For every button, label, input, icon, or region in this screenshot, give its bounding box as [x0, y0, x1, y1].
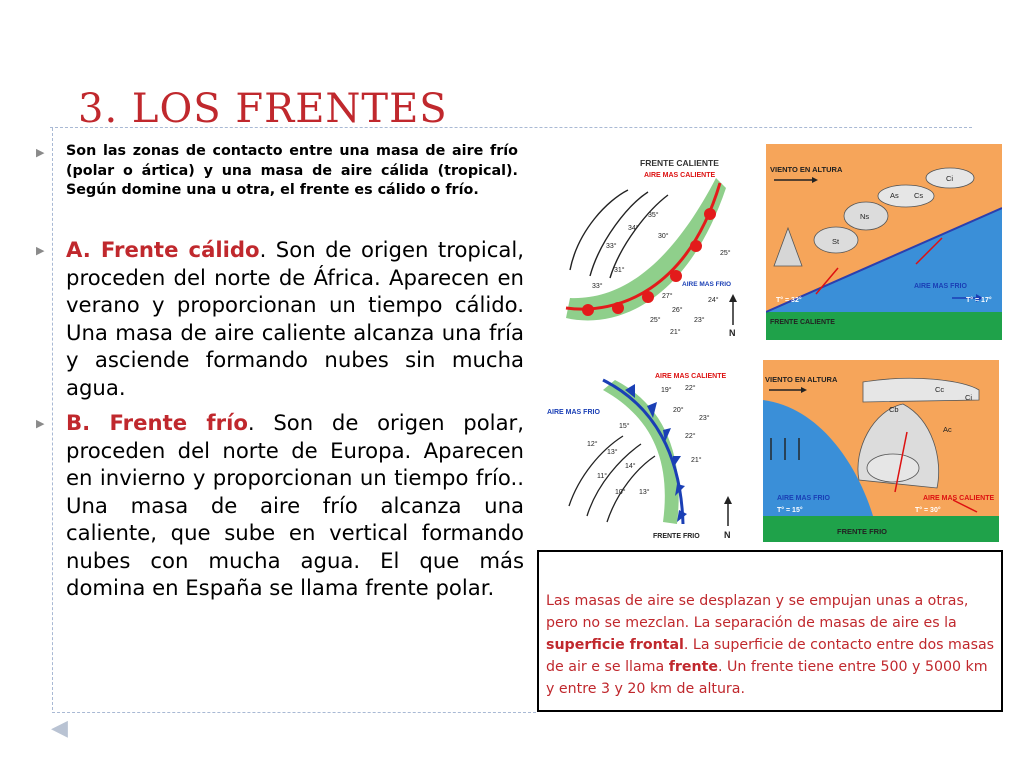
temp-label: 27°: [662, 293, 673, 300]
cold-front-section: [763, 360, 999, 542]
cloud-label: St: [832, 237, 840, 246]
cold-section-temp-right: T° = 30°: [915, 507, 941, 514]
bullet-arrow-icon: ▶: [36, 244, 45, 257]
cold-front-map: [545, 366, 757, 542]
warm-front-semicircle: [704, 208, 716, 220]
bullet-cold-front: [66, 409, 524, 602]
temp-label: 13°: [639, 489, 650, 496]
temp-label: 25°: [720, 250, 731, 257]
warm-section-wind-label: VIENTO EN ALTURA: [770, 165, 843, 174]
temp-label: 25°: [650, 317, 661, 324]
cold-map-front-label: FRENTE FRIO: [653, 533, 700, 540]
cloud: [878, 185, 934, 207]
title-divider: [50, 127, 972, 128]
cloud: [867, 454, 919, 482]
warm-front-section: [766, 144, 1002, 340]
warm-map-cold-label: AIRE MAS FRIO: [682, 281, 732, 288]
temp-label: 23°: [699, 415, 710, 422]
north-label: N: [729, 328, 736, 338]
warm-section-temp-left: T° = 32°: [776, 297, 802, 304]
bullet-arrow-icon: ▶: [36, 146, 45, 159]
bullet-definition: Son las zonas de contacto entre una masa de aire frío (polar o ártica) y una masa de aire cálida (tropical). Según domine una u otra, el frente es cálido o frío.: [66, 143, 518, 198]
warm-front-text: . Son de origen tropical, proceden del norte de África. Aparecen en verano y proporcionan un tiempo cálido. Una masa de aire caliente alcanza una fría y asciende formando nubes sin mucha agua.: [66, 237, 525, 400]
temp-label: 24°: [708, 297, 719, 304]
temp-label: 15°: [619, 423, 630, 430]
cold-map-warm-label: AIRE MAS CALIENTE: [655, 373, 727, 380]
temp-label: 33°: [606, 243, 617, 250]
temp-label: 33°: [592, 283, 603, 290]
temp-label: 12°: [587, 441, 598, 448]
temp-label: 23°: [694, 317, 705, 324]
cold-front-text: . Son de origen polar, proceden del norte de Europa. Aparecen en invierno y proporcionan un tiempo frío.. Una masa de aire frío alcanza una caliente, que sube en vertical formando nubes con mucha agua. El que más domina en España se llama frente polar.: [66, 410, 524, 600]
info-text-part: Las masas de aire se desplazan y se empujan unas a otras, pero no se mezclan. La separación de masas de aire es la: [546, 593, 969, 631]
cold-section-cold-label: AIRE MAS FRIO: [777, 495, 830, 502]
temp-label: 14°: [625, 463, 636, 470]
cold-section-warm-label: AIRE MAS CALIENTE: [923, 495, 995, 502]
bullet-arrow-icon: ▶: [36, 417, 45, 430]
isobar: [590, 192, 648, 276]
cold-section-temp-left: T° = 15°: [777, 507, 803, 514]
cloud-label: Ci: [946, 174, 954, 183]
temp-label: 21°: [691, 457, 702, 464]
temp-label: 22°: [685, 433, 696, 440]
temp-label: 34°: [628, 225, 639, 232]
cold-map-cold-label: AIRE MAS FRIO: [547, 409, 600, 416]
info-box-text: [546, 590, 996, 700]
cloud-label: Ci: [965, 393, 973, 402]
temp-label: 30°: [658, 233, 669, 240]
warm-section-front-label: FRENTE CALIENTE: [770, 319, 835, 326]
cloud-label: Ns: [860, 212, 870, 221]
warm-map-warm-label: AIRE MAS CALIENTE: [644, 172, 716, 179]
warm-front-heading: A. Frente cálido: [66, 237, 260, 262]
isobar: [570, 190, 628, 270]
cloud-label: Cc: [935, 385, 945, 394]
info-term-frontal-surface: superficie frontal: [546, 637, 684, 653]
warm-section-cold-label: AIRE MAS FRIO: [914, 283, 967, 290]
info-term-front: frente: [668, 659, 718, 675]
temp-label: 35°: [648, 212, 659, 219]
warm-front-semicircle: [642, 291, 654, 303]
warm-section-temp-right: T° = 17°: [966, 297, 992, 304]
info-text-part: . La superficie de contacto entre dos masas de air e se llama: [546, 637, 995, 675]
temp-label: 22°: [685, 385, 696, 392]
temp-label: 26°: [672, 307, 683, 314]
cloud-label: Ac: [943, 425, 952, 434]
warm-front-semicircle: [612, 302, 624, 314]
ground: [766, 312, 1002, 340]
temp-label: 19°: [661, 387, 672, 394]
warm-map-title: FRENTE CALIENTE: [640, 158, 719, 168]
bullet-warm-front: [66, 236, 524, 401]
temp-label: 13°: [607, 449, 618, 456]
warm-front-semicircle: [690, 240, 702, 252]
temp-label: 21°: [670, 329, 681, 336]
north-label: N: [724, 530, 731, 540]
left-divider: [52, 128, 53, 710]
cold-front-heading: B. Frente frío: [66, 410, 248, 435]
warm-front-semicircle: [670, 270, 682, 282]
warm-front-map: [548, 150, 754, 346]
cloud-label: As: [890, 191, 899, 200]
warm-front-semicircle: [582, 304, 594, 316]
cloud-label: Cs: [914, 191, 924, 200]
cold-section-wind-label: VIENTO EN ALTURA: [765, 375, 838, 384]
slide-title: 3. LOS FRENTES: [78, 86, 448, 132]
temp-label: 11°: [597, 473, 608, 480]
info-text-part: . Un frente tiene entre 500 y 5000 km y entre 3 y 20 km de altura.: [546, 659, 988, 697]
cloud-label: Cb: [889, 405, 899, 414]
cold-section-front-label: FRENTE FRIO: [837, 527, 887, 536]
bottom-divider: [52, 712, 536, 713]
bottom-left-arrow-icon: ◀: [51, 716, 68, 741]
temp-label: 10°: [615, 489, 626, 496]
temp-label: 31°: [614, 267, 625, 274]
temp-label: 20°: [673, 407, 684, 414]
